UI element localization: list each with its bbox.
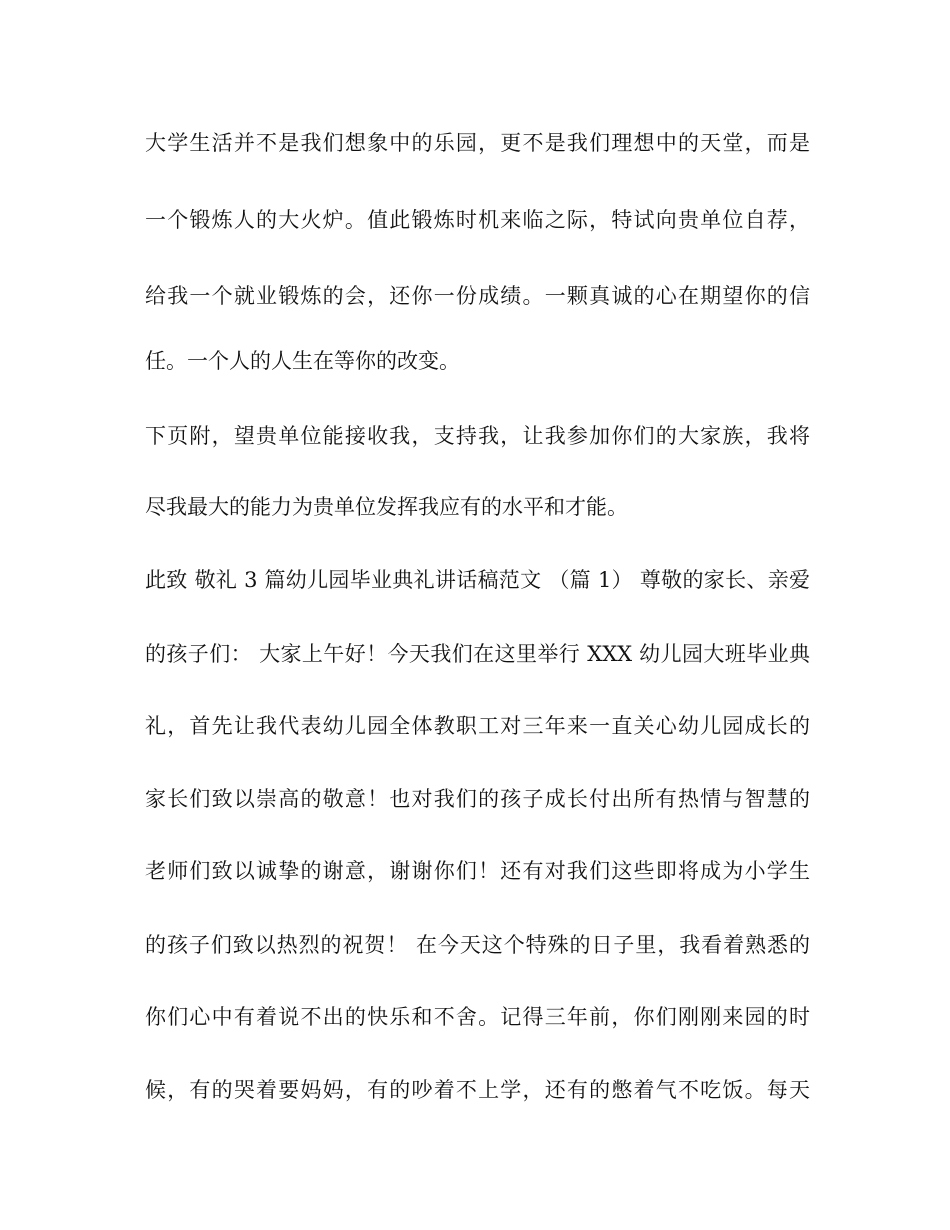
text-line: 礼，首先让我代表幼儿园全体教职工对三年来一直关心幼儿园成长的 bbox=[145, 714, 810, 738]
text-line: 给我一个就业锻炼的会，还你一份成绩。一颗真诚的心在期望你的信 bbox=[145, 284, 810, 308]
text-line: 家长们致以崇高的敬意！也对我们的孩子成长付出所有热情与智慧的 bbox=[145, 787, 810, 811]
text-line: 此致 敬礼 3 篇幼儿园毕业典礼讲话稿范文 （篇 1） 尊敬的家长、亲爱 bbox=[145, 568, 810, 592]
text-line: 一个锻炼人的大火炉。值此锻炼时机来临之际，特试向贵单位自荐， bbox=[145, 208, 810, 232]
text-line: 尽我最大的能力为贵单位发挥我应有的水平和才能。 bbox=[145, 495, 628, 519]
text-line: 大学生活并不是我们想象中的乐园，更不是我们理想中的天堂，而是 bbox=[145, 131, 810, 155]
text-line: 下页附，望贵单位能接收我，支持我，让我参加你们的大家族，我将 bbox=[145, 424, 810, 448]
text-line: 你们心中有着说不出的快乐和不舍。记得三年前，你们刚刚来园的时 bbox=[145, 1005, 810, 1029]
text-line: 任。一个人的人生在等你的改变。 bbox=[145, 349, 460, 373]
text-line: 的孩子们： 大家上午好！今天我们在这里举行 XXX 幼儿园大班毕业典 bbox=[145, 642, 810, 666]
text-line: 的孩子们致以热烈的祝贺！ 在今天这个特殊的日子里，我看着熟悉的 bbox=[145, 933, 810, 957]
text-line: 候，有的哭着要妈妈，有的吵着不上学，还有的憋着气不吃饭。每天 bbox=[145, 1078, 810, 1102]
text-line: 老师们致以诚挚的谢意，谢谢你们！还有对我们这些即将成为小学生 bbox=[145, 859, 810, 883]
